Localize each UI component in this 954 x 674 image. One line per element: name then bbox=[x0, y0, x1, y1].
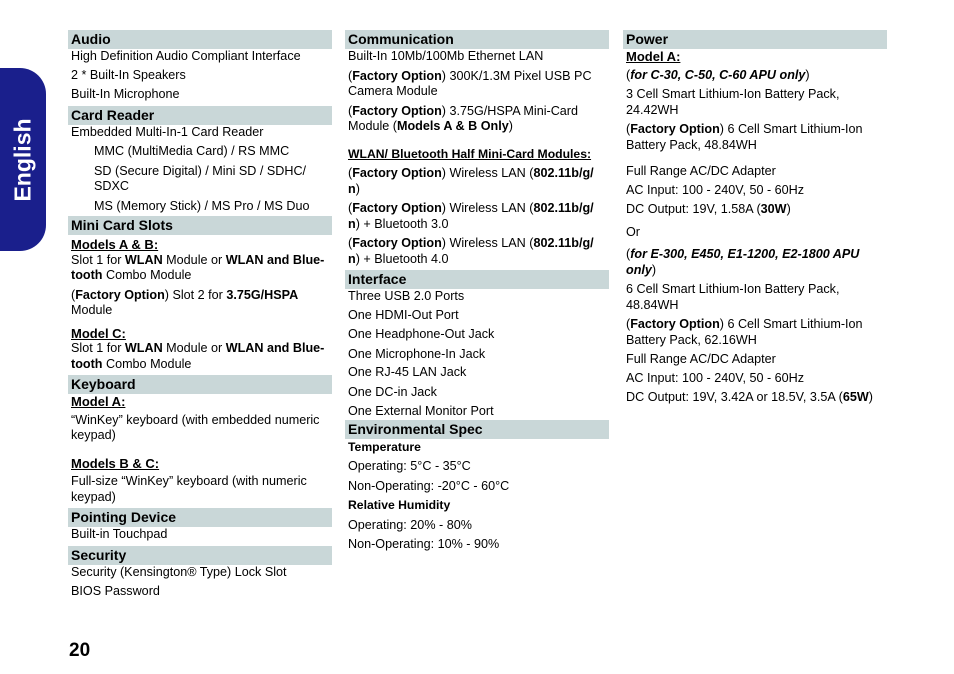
interface-item: One External Monitor Port bbox=[348, 404, 494, 418]
heading-audio: Audio bbox=[68, 30, 332, 49]
heading-communication: Communication bbox=[345, 30, 609, 49]
power-line: (for C-30, C-50, C-60 APU only) bbox=[626, 67, 810, 82]
power-line: Battery Pack, 62.16WH bbox=[626, 332, 757, 347]
env-line: Non-Operating: 10% - 90% bbox=[348, 537, 500, 551]
power-line: Battery Pack, 48.84WH bbox=[626, 137, 757, 152]
mini-card-line: tooth Combo Module bbox=[71, 356, 192, 371]
column-3 bbox=[623, 30, 887, 406]
power-line: 3 Cell Smart Lithium-Ion Battery Pack, bbox=[626, 87, 840, 101]
heading-pointing-device: Pointing Device bbox=[68, 508, 332, 527]
card-reader-line: SDXC bbox=[94, 179, 129, 193]
wlan-line: n) + Bluetooth 4.0 bbox=[348, 251, 449, 266]
mini-card-line: Slot 1 for WLAN Module or WLAN and Blue- bbox=[71, 252, 325, 267]
column-1 bbox=[68, 30, 332, 600]
language-side-tab bbox=[0, 68, 46, 251]
wlan-line: n) bbox=[348, 181, 360, 196]
env-line: Operating: 5°C - 35°C bbox=[348, 459, 471, 473]
card-reader-line: MS (Memory Stick) / MS Pro / MS Duo bbox=[94, 198, 310, 213]
power-line: Full Range AC/DC Adapter bbox=[626, 164, 776, 178]
power-line: only) bbox=[626, 262, 657, 277]
power-line: AC Input: 100 - 240V, 50 - 60Hz bbox=[626, 182, 805, 197]
env-subheading-humidity: Relative Humidity bbox=[348, 498, 451, 512]
subheading-models-ab: Models A & B: bbox=[71, 237, 159, 252]
keyboard-line: “WinKey” keyboard (with embedded numeric bbox=[71, 412, 320, 427]
subheading-models-bc: Models B & C: bbox=[71, 455, 160, 471]
power-line: (Factory Option) 6 Cell Smart Lithium-Ion bbox=[626, 317, 863, 331]
heading-power: Power bbox=[623, 30, 887, 49]
comm-line: (Factory Option) 3.75G/HSPA Mini-Card bbox=[348, 103, 579, 118]
comm-line: Built-In 10Mb/100Mb Ethernet LAN bbox=[348, 49, 544, 63]
audio-line: Built-In Microphone bbox=[71, 87, 180, 101]
subheading-wlan-modules: WLAN/ Bluetooth Half Mini-Card Modules: bbox=[348, 146, 592, 161]
interface-item: One DC-in Jack bbox=[348, 384, 437, 399]
mini-card-line: tooth Combo Module bbox=[71, 268, 192, 282]
page-number: 20 bbox=[69, 640, 91, 661]
power-line: DC Output: 19V, 1.58A (30W) bbox=[626, 202, 791, 216]
mini-card-line: Module bbox=[71, 303, 113, 317]
subheading-model-c: Model C: bbox=[71, 325, 126, 341]
audio-line: 2 * Built-In Speakers bbox=[71, 67, 186, 82]
card-reader-line: Embedded Multi-In-1 Card Reader bbox=[71, 124, 264, 139]
heading-interface: Interface bbox=[345, 270, 609, 289]
power-line: DC Output: 19V, 3.42A or 18.5V, 3.5A (65W) bbox=[626, 390, 873, 404]
comm-line: Camera Module bbox=[348, 84, 438, 98]
interface-item: Three USB 2.0 Ports bbox=[348, 289, 465, 303]
wlan-line: (Factory Option) Wireless LAN (802.11b/g/ bbox=[348, 201, 594, 215]
heading-keyboard: Keyboard bbox=[68, 375, 332, 394]
power-line: 48.84WH bbox=[626, 297, 679, 312]
security-line: BIOS Password bbox=[71, 584, 160, 598]
wlan-line: (Factory Option) Wireless LAN (802.11b/g/ bbox=[348, 236, 594, 250]
subheading-model-a: Model A: bbox=[626, 49, 681, 64]
heading-environmental-spec: Environmental Spec bbox=[345, 420, 609, 439]
interface-item: One Headphone-Out Jack bbox=[348, 327, 495, 341]
keyboard-line: keypad) bbox=[71, 489, 116, 504]
keyboard-line: Full-size “WinKey” keyboard (with numeric bbox=[71, 474, 307, 488]
interface-item: One Microphone-In Jack bbox=[348, 346, 486, 361]
env-subheading-temperature: Temperature bbox=[348, 439, 421, 454]
heading-card-reader: Card Reader bbox=[68, 106, 332, 125]
interface-item: One RJ-45 LAN Jack bbox=[348, 365, 467, 379]
card-reader-line: MMC (MultiMedia Card) / RS MMC bbox=[94, 144, 290, 158]
wlan-line: (Factory Option) Wireless LAN (802.11b/g/ bbox=[348, 166, 594, 180]
env-line: Non-Operating: -20°C - 60°C bbox=[348, 478, 510, 493]
power-line: (Factory Option) 6 Cell Smart Lithium-Ion bbox=[626, 122, 863, 136]
security-line: Security (Kensington® Type) Lock Slot bbox=[71, 564, 287, 579]
keyboard-line: keypad) bbox=[71, 428, 116, 442]
comm-line: Module (Models A & B Only) bbox=[348, 119, 513, 133]
power-line: AC Input: 100 - 240V, 50 - 60Hz bbox=[626, 370, 805, 385]
heading-mini-card-slots: Mini Card Slots bbox=[68, 216, 332, 235]
comm-line: (Factory Option) 300K/1.3M Pixel USB PC bbox=[348, 68, 592, 83]
column-2 bbox=[345, 30, 609, 553]
mini-card-line: (Factory Option) Slot 2 for 3.75G/HSPA bbox=[71, 287, 299, 302]
power-line: Or bbox=[626, 224, 640, 239]
power-line: 24.42WH bbox=[626, 102, 679, 117]
interface-item: One HDMI-Out Port bbox=[348, 307, 459, 322]
heading-security: Security bbox=[68, 546, 332, 565]
audio-line: High Definition Audio Compliant Interface bbox=[71, 49, 301, 63]
language-label: English bbox=[9, 118, 36, 202]
env-line: Operating: 20% - 80% bbox=[348, 517, 472, 532]
power-line: (for E-300, E450, E1-1200, E2-1800 APU bbox=[626, 247, 860, 261]
power-line: 6 Cell Smart Lithium-Ion Battery Pack, bbox=[626, 282, 840, 296]
subheading-model-a: Model A: bbox=[71, 394, 126, 409]
card-reader-line: SD (Secure Digital) / Mini SD / SDHC/ bbox=[94, 163, 307, 178]
power-line: Full Range AC/DC Adapter bbox=[626, 352, 776, 366]
pointing-line: Built-in Touchpad bbox=[71, 527, 168, 541]
mini-card-line: Slot 1 for WLAN Module or WLAN and Blue- bbox=[71, 341, 325, 355]
wlan-line: n) + Bluetooth 3.0 bbox=[348, 216, 449, 231]
